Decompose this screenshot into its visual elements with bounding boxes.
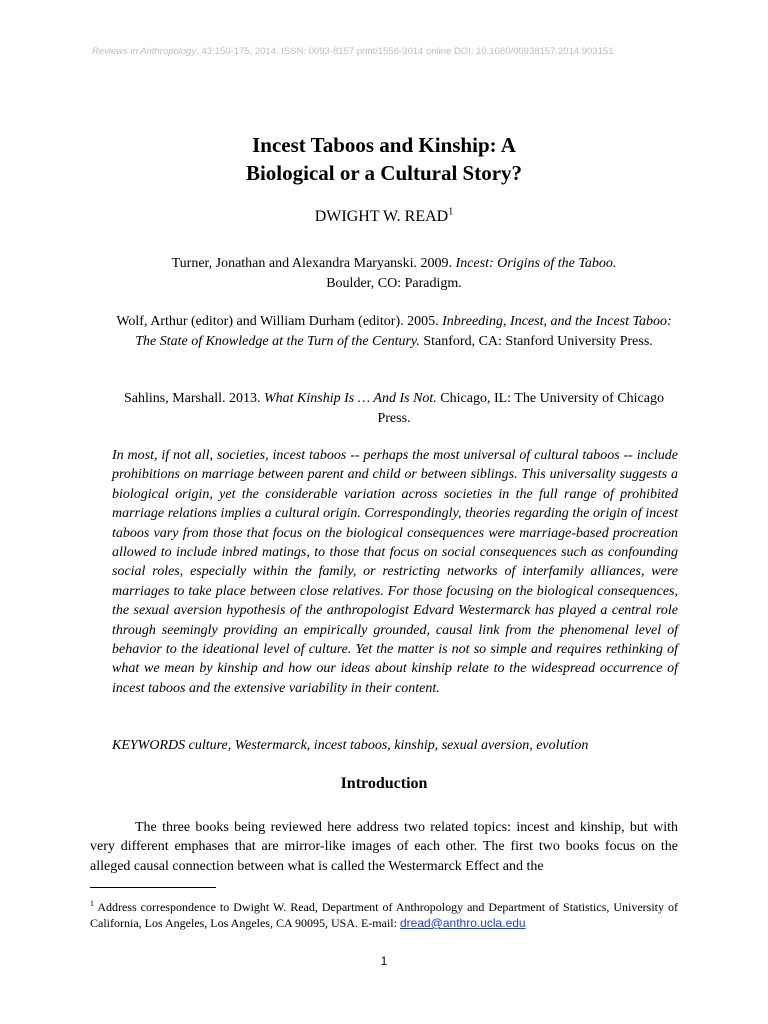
paper-title bbox=[0, 131, 768, 187]
author-line bbox=[0, 208, 768, 226]
author-footnote-mark: 1 bbox=[448, 206, 454, 218]
journal-name: Reviews in Anthropology bbox=[92, 46, 197, 57]
title-line-1: Incest Taboos and Kinship: A bbox=[252, 133, 516, 157]
reference-title: What Kinship Is … And Is Not. bbox=[263, 391, 437, 406]
journal-header bbox=[92, 46, 692, 57]
page-number: 1 bbox=[380, 954, 388, 968]
reference-publisher: Stanford, CA: Stanford University Press. bbox=[419, 333, 653, 349]
title-line-2: Biological or a Cultural Story? bbox=[245, 161, 523, 185]
reference-publisher: Chicago, IL: The University of Chicago Press. bbox=[377, 391, 664, 426]
reference-title: Incest: Origins of the Taboo. bbox=[455, 256, 617, 271]
reviewed-book-1 bbox=[112, 254, 676, 293]
footnote-text: Address correspondence to Dwight W. Read, Department of Anthropology and Department of Statistics, University of California, Los Angeles, Los Angeles, CA 90095, USA. E-mail: bbox=[90, 900, 678, 930]
footnote-mark: 1 bbox=[90, 899, 94, 908]
reference-authors: Wolf, Arthur (editor) and William Durham (editor). 2005. bbox=[116, 314, 443, 329]
reviewed-book-2 bbox=[112, 312, 676, 351]
footnote bbox=[90, 899, 678, 931]
author-name: DWIGHT W. READ bbox=[314, 208, 449, 225]
introduction-paragraph: The three books being reviewed here address two related topics: incest and kinship, but with very different emphases that are mirror-like images of each other. The first two books focus on the alleged causal connection between what is called the Westermarck Effect and the bbox=[90, 820, 678, 874]
reference-line bbox=[112, 254, 676, 274]
journal-citation: , 43:150-175, 2014. ISSN: 0093-8157 print/1556-3014 online DOI: 10.1080/00938157.2014.903151 bbox=[196, 46, 614, 57]
keywords: KEYWORDS culture, Westermarck, incest taboos, kinship, sexual aversion, evolution bbox=[112, 738, 589, 753]
email-link[interactable]: dread@anthro.ucla.edu bbox=[399, 916, 526, 930]
reference-publisher: Boulder, CO: Paradigm. bbox=[326, 275, 462, 291]
section-heading-introduction: Introduction bbox=[340, 775, 428, 792]
reference-authors: Turner, Jonathan and Alexandra Maryanski. 2009. bbox=[171, 256, 456, 271]
reviewed-book-3 bbox=[112, 389, 676, 428]
abstract: In most, if not all, societies, incest taboos -- perhaps the most universal of cultural taboos -- include prohibitions on marriage between parent and child or between siblings. This universality suggests a biological origin, yet the considerable variation across societies in the full range of prohibited marriage relations implies a cultural origin. Correspondingly, theories regarding the origin of incest taboos vary from those that focus on the biological consequences were marriage-based procreation allowed to include inbred matings, to those that focus on social consequences such as confounding social roles, especially within the family, or restricting networks of interfamily alliances, were marriages to take place between close relatives. For those focusing on the biological consequences, the sexual aversion hypothesis of the anthropologist Edvard Westermarck has played a central role through seemingly providing an empirically grounded, causal link from the phenomenal level of behavior to the ideational level of culture. Yet the matter is not so simple and requires rethinking of what we mean by kinship and how our ideas about kinship relate to the widespread occurrence of incest taboos and the extensive variability in their content. bbox=[112, 448, 678, 696]
reference-authors: Sahlins, Marshall. 2013. bbox=[123, 391, 264, 406]
reference-title: Inbreeding, Incest, and the Incest Taboo: The State of Knowledge at the Turn of the Century. bbox=[135, 314, 672, 349]
footnote-separator bbox=[90, 887, 216, 888]
